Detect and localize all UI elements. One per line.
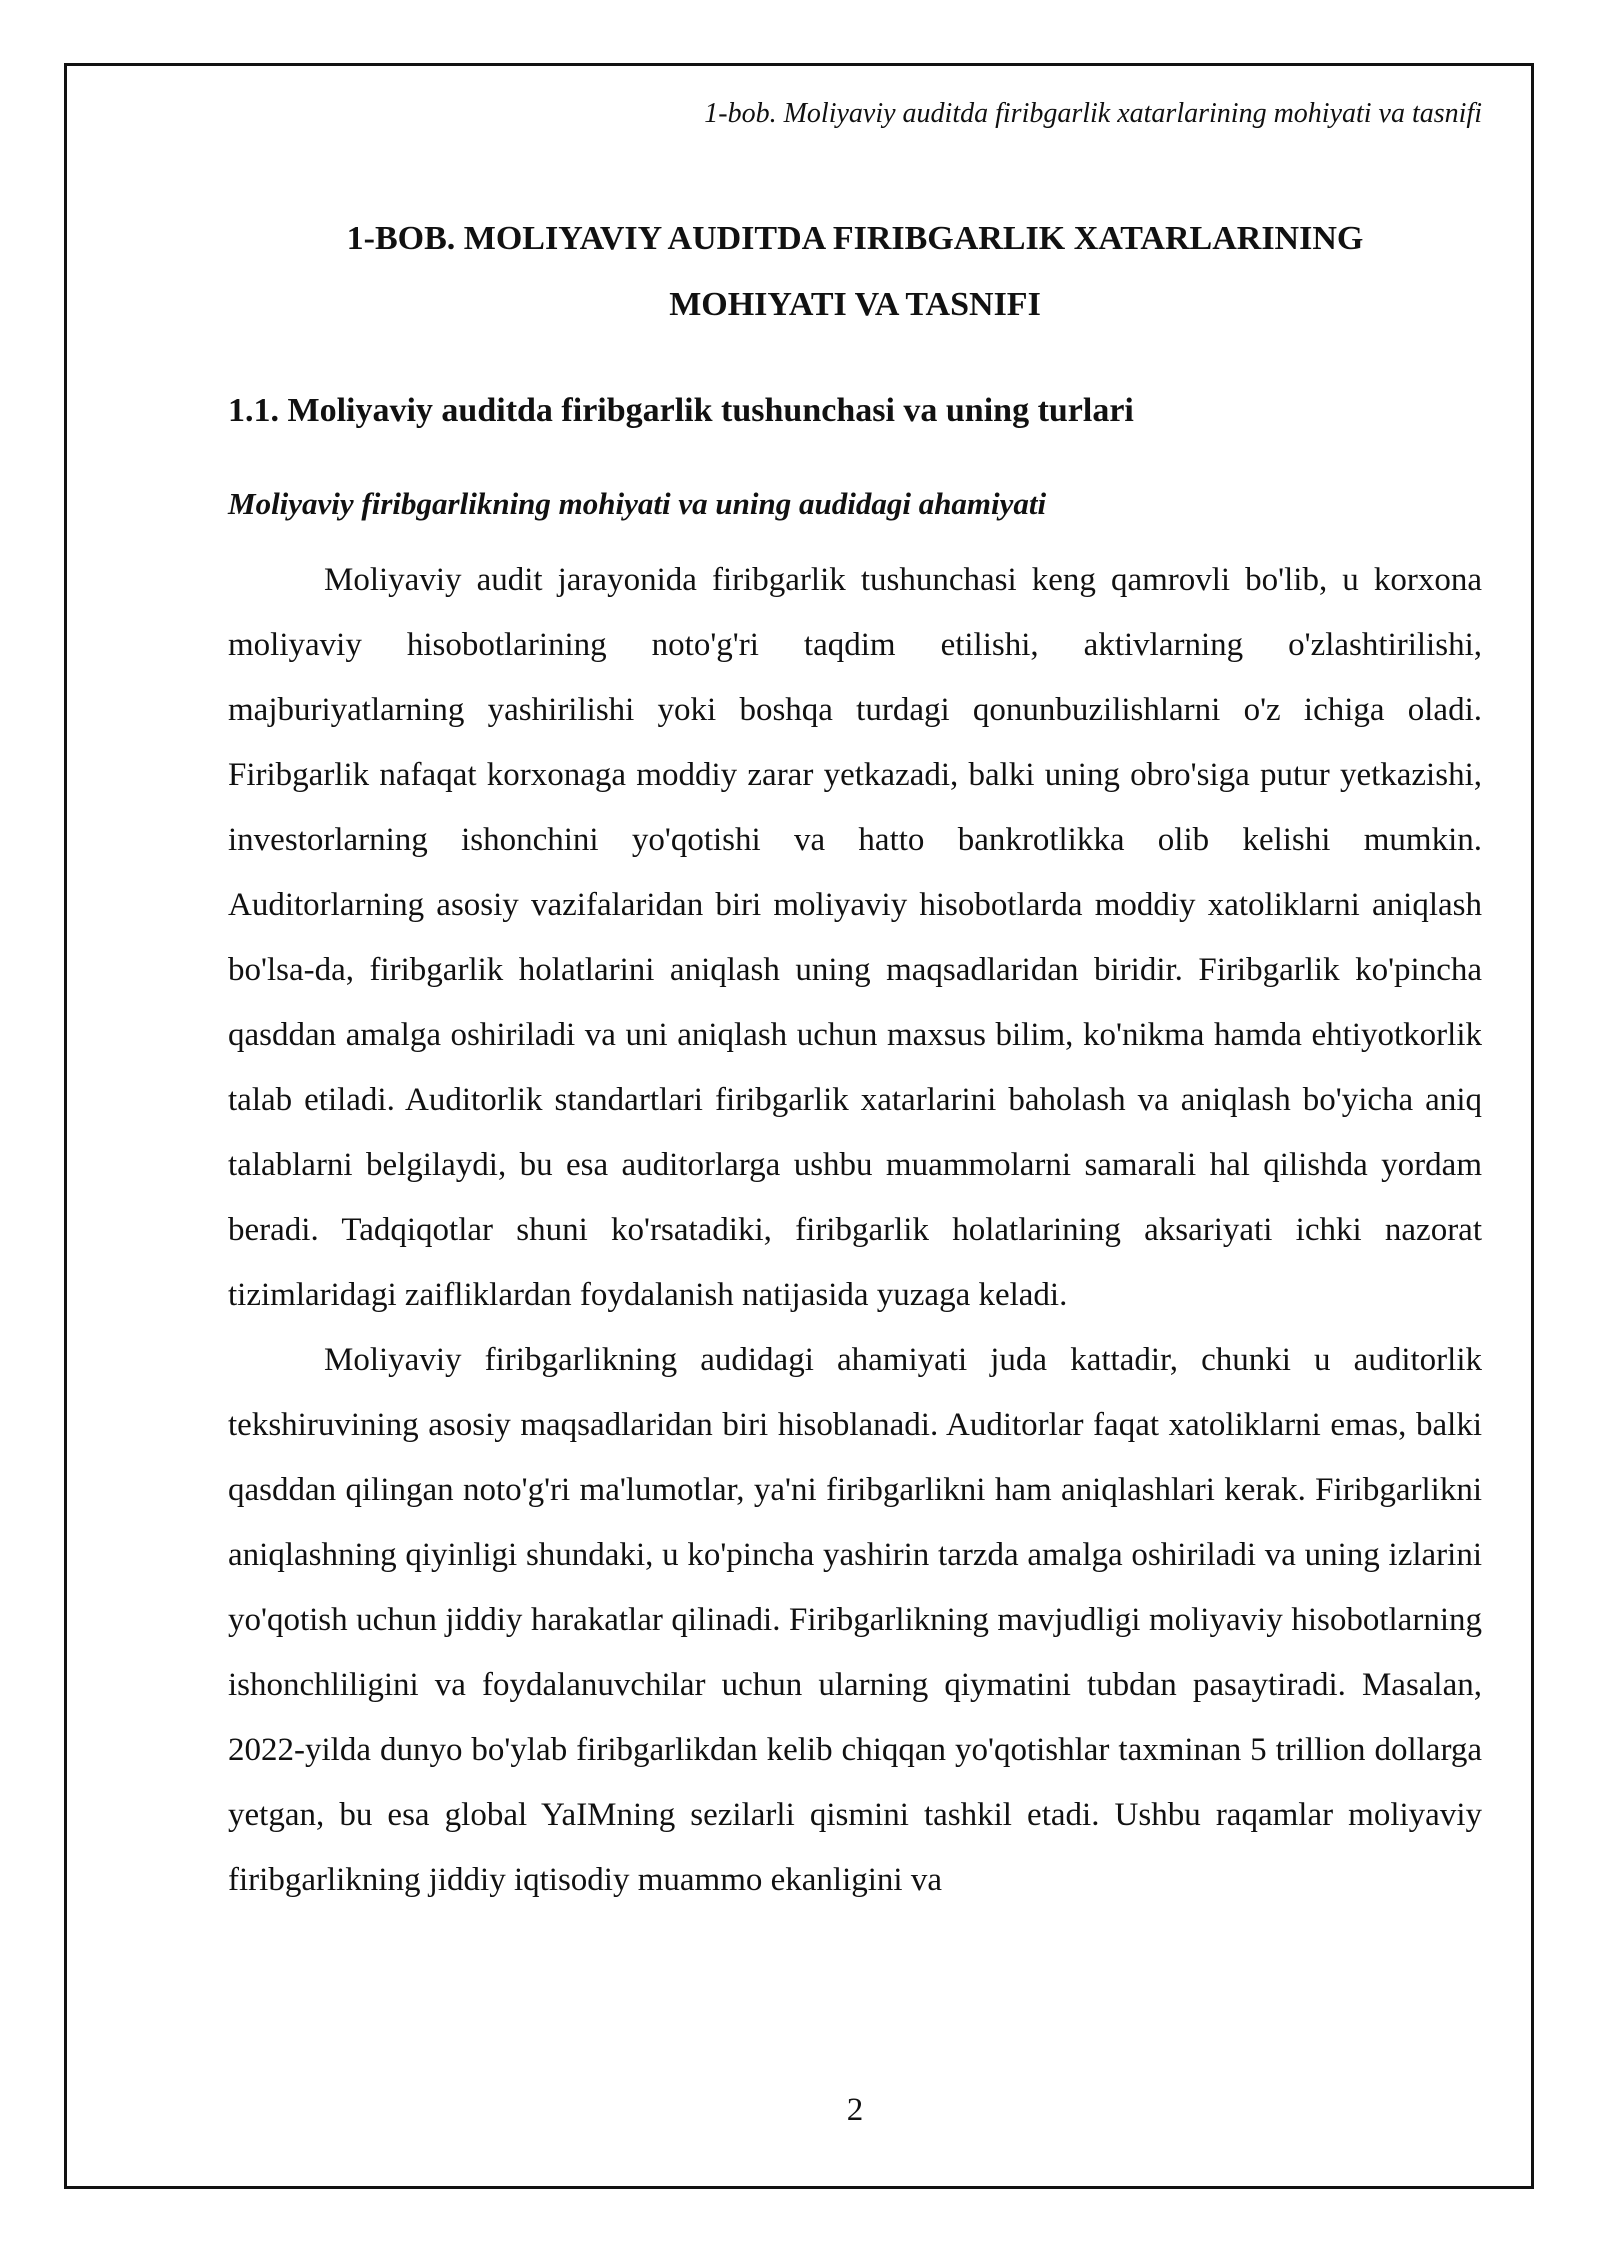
- chapter-title: [228, 206, 1482, 338]
- subsection-title: Moliyaviy firibgarlikning mohiyati va uning audidagi ahamiyati: [228, 486, 1047, 521]
- page-number: 2: [846, 2092, 864, 2128]
- section-title: 1.1. Moliyaviy auditda firibgarlik tushunchasi va uning turlari: [228, 392, 1134, 429]
- running-header: 1-bob. Moliyaviy auditda firibgarlik xatarlarining mohiyati va tasnifi: [704, 98, 1482, 129]
- body-text: [228, 548, 1482, 1913]
- chapter-title-line-2: MOHIYATI VA TASNIFI: [669, 286, 1041, 323]
- body-paragraph-2: Moliyaviy firibgarlikning audidagi ahamiyati juda kattadir, chunki u auditorlik tekshiruvining asosiy maqsadlaridan biri hisoblanadi. Auditorlar faqat xatoliklarni emas, balki qasddan qilingan noto'g'ri ma'lumotlar, ya'ni firibgarlikni ham aniqlashlari kerak. Firibgarlikni aniqlashning qiyinligi shundaki, u ko'pincha yashirin tarzda amalga oshiriladi va uning izlarini yo'qotish uchun jiddiy harakatlar qilinadi. Firibgarlikning mavjudligi moliyaviy hisobotlarning ishonchliligini va foydalanuvchilar uchun ularning qiymatini tubdan pasaytiradi. Masalan, 2022-yilda dunyo bo'ylab firibgarlikdan kelib chiqqan yo'qotishlar taxminan 5 trillion dollarga yetgan, bu esa global YaIMning sezilarli qismini tashkil etadi. Ushbu raqamlar moliyaviy firibgarlikning jiddiy iqtisodiy muammo ekanligini va: [228, 1342, 1482, 1898]
- body-paragraph-1: Moliyaviy audit jarayonida firibgarlik tushunchasi keng qamrovli bo'lib, u korxona moliyaviy hisobotlarining noto'g'ri taqdim etilishi, aktivlarning o'zlashtirilishi, majburiyatlarning yashirilishi yoki boshqa turdagi qonunbuzilishlarni o'z ichiga oladi. Firibgarlik nafaqat korxonaga moddiy zarar yetkazadi, balki uning obro'siga putur yetkazishi, investorlarning ishonchini yo'qotishi va hatto bankrotlikka olib kelishi mumkin. Auditorlarning asosiy vazifalaridan biri moliyaviy hisobotlarda moddiy xatoliklarni aniqlash bo'lsa-da, firibgarlik holatlarini aniqlash uning maqsadlaridan biridir. Firibgarlik ko'pincha qasddan amalga oshiriladi va uni aniqlash uchun maxsus bilim, ko'nikma hamda ehtiyotkorlik talab etiladi. Auditorlik standartlari firibgarlik xatarlarini baholash va aniqlash bo'yicha aniq talablarni belgilaydi, bu esa auditorlarga ushbu muammolarni samarali hal qilishda yordam beradi. Tadqiqotlar shuni ko'rsatadiki, firibgarlik holatlarining aksariyati ichki nazorat tizimlaridagi zaifliklardan foydalanish natijasida yuzaga keladi.: [228, 562, 1482, 1313]
- chapter-title-line-1: 1-BOB. MOLIYAVIY AUDITDA FIRIBGARLIK XATARLARINING: [346, 220, 1364, 257]
